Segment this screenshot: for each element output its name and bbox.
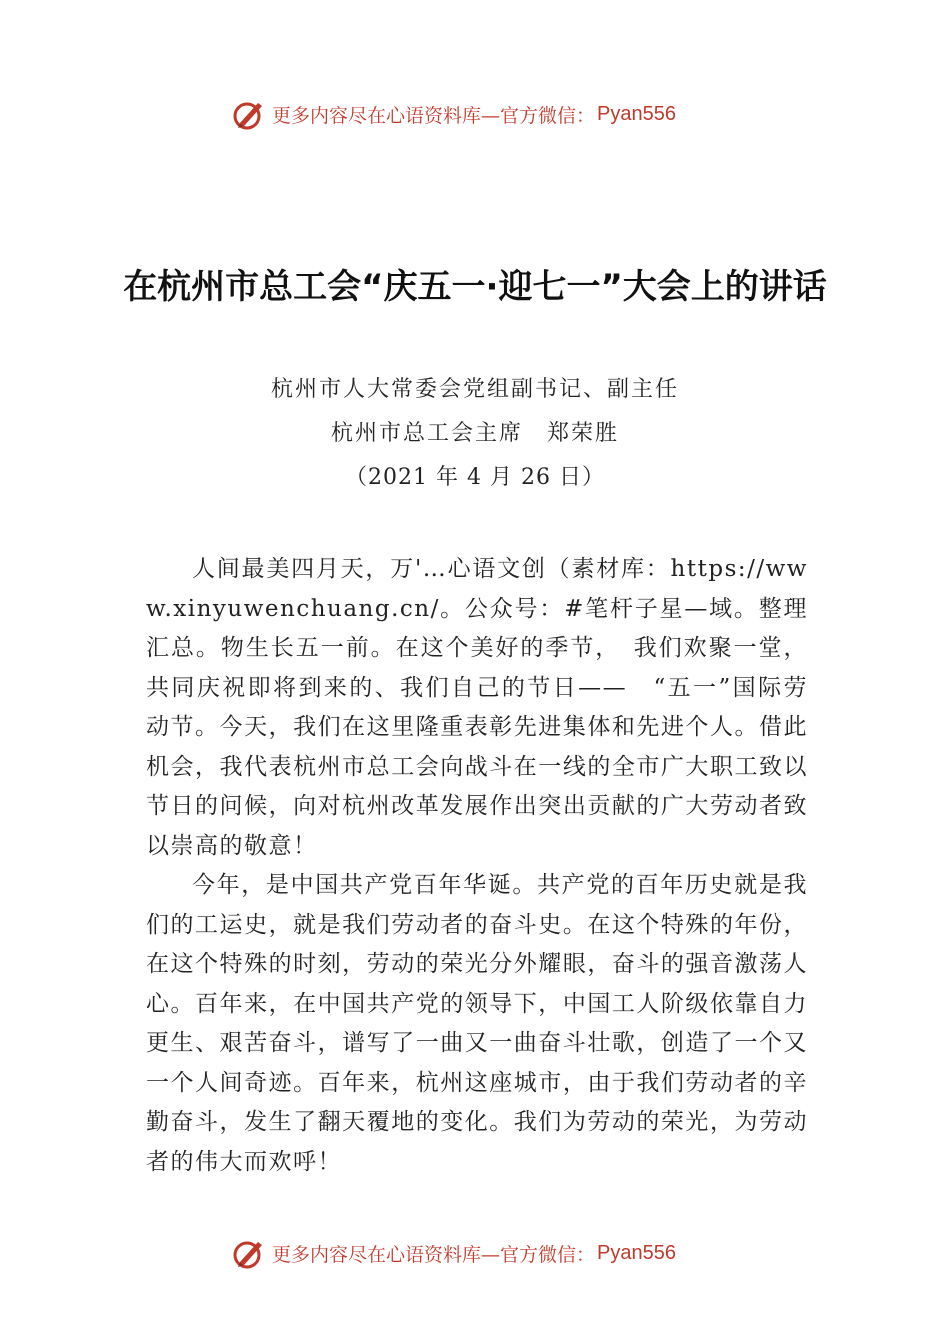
speaker-position: 杭州市人大常委会党组副书记、副主任: [270, 377, 679, 402]
speech-date: （2021 年 4 月 26 日）: [345, 465, 605, 490]
watermark-text: 更多内容尽在心语资料库—官方微信：: [272, 104, 596, 127]
paragraph: 今年，是中国共产党百年华诞。共产党的百年历史就是我们的工运史，就是我们劳动者的奋斗史。在这个特殊的年份，在这个特殊的时刻，劳动的荣光分外耀眼，奋斗的强音激荡人心。百年来，在中国共产党的领导下，中国工人阶级依靠自力更生、艰苦奋斗，谱写了一曲又一曲奋斗壮歌，创造了一个又一个人间奇迹。百年来，杭州这座城市，由于我们劳动者的辛勤奋斗，发生了翻天覆地的变化。我们为劳动的荣光，为劳动者的伟大而欢呼！: [146, 872, 808, 1175]
footer-watermark: [232, 1233, 732, 1273]
paragraph: 人间最美四月天，万'…心语文创（素材库：https://www.xinyuwenchuang.cn/。公众号：#笔杆子星—域。整理汇总。物生长五一前。在这个美好的季节， 我们欢聚一堂，共同庆祝即将到来的、我们自己的节日—— “五一”国际劳动节。今天，我们在这里隆重表彰先进集体和先进个人。借此机会，我代表杭州市总工会向战斗在一线的全市广大职工致以节日的问候，向对杭州改革发展作出突出贡献的广大劳动者致以崇高的敬意！: [146, 556, 808, 859]
document-title: 在杭州市总工会“庆五一·迎七一”大会上的讲话: [123, 267, 827, 307]
watermark-wechat-id: Pyan556: [597, 1241, 676, 1264]
speaker-name: 杭州市总工会主席 郑荣胜: [330, 421, 619, 446]
watermark-wechat-id: Pyan556: [597, 102, 676, 125]
watermark-text: 更多内容尽在心语资料库—官方微信：: [272, 1243, 596, 1266]
header-watermark: [232, 94, 732, 134]
pen-logo-icon: [232, 1236, 266, 1270]
pen-logo-icon: [232, 97, 266, 131]
speech-body: [146, 550, 808, 1182]
